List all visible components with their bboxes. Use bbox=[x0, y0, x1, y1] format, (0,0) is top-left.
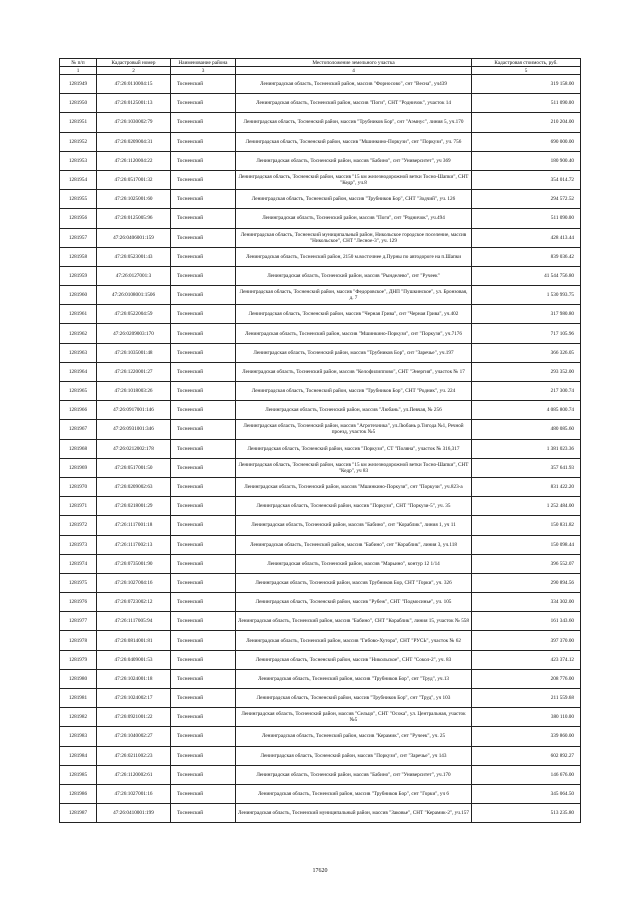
column-number: 5 bbox=[472, 67, 581, 75]
location-cell: Ленинградская область, Тосненский район, массив "15 км железнодорожной ветки Тосно-Шапки", СНТ "Кедр", уч 83 bbox=[236, 458, 472, 477]
cadastral-number-cell: 47:26:0917001:146 bbox=[97, 401, 171, 420]
cadastral-value-cell: 511 090.00 bbox=[472, 209, 581, 228]
district-cell: Тосненский bbox=[171, 75, 236, 94]
district-cell: Тосненский bbox=[171, 477, 236, 496]
cadastral-number-cell: 47:26:1120002:61 bbox=[97, 765, 171, 784]
row-number-cell: 1281987 bbox=[60, 804, 97, 823]
district-cell: Тосненский bbox=[171, 324, 236, 343]
table-row bbox=[60, 458, 581, 477]
cadastral-value-cell: 334 302.00 bbox=[472, 593, 581, 612]
district-cell: Тосненский bbox=[171, 612, 236, 631]
cadastral-value-cell: 211 559.68 bbox=[472, 689, 581, 708]
location-cell: Ленинградская область, Тосненский район, массив "Трубников Бор", снт "Аэмнус", линия 5, уч.170 bbox=[236, 113, 472, 132]
table-row bbox=[60, 401, 581, 420]
table-row bbox=[60, 132, 581, 151]
cadastral-number-cell: 47:26:1025001:60 bbox=[97, 190, 171, 209]
location-cell: Ленинградская область, Тосненский муниципальный район, массив "Заковье", СНТ "Керамик-2", уч.157 bbox=[236, 804, 472, 823]
location-cell: Ленинградская область, Тосненский район, массив "Форносово", снт "Весна", уч439 bbox=[236, 75, 472, 94]
district-cell: Тосненский bbox=[171, 190, 236, 209]
row-number-cell: 1281965 bbox=[60, 382, 97, 401]
table-row bbox=[60, 804, 581, 823]
row-number-cell: 1281970 bbox=[60, 477, 97, 496]
table-row bbox=[60, 765, 581, 784]
location-cell: Ленинградская область, Тосненский район, массив "Поги", снт "Родничок", уч.494 bbox=[236, 209, 472, 228]
cadastral-value-cell: 423 374.12 bbox=[472, 650, 581, 669]
cadastral-number-cell: 47:26:0127001:3 bbox=[97, 266, 171, 285]
table-row bbox=[60, 382, 581, 401]
header-location: Местоположение земельного участка bbox=[236, 59, 472, 67]
location-cell: Ленинградская область, Тосненский район, массив "Любань", ул.Певчая, № 256 bbox=[236, 401, 472, 420]
cadastral-number-cell: 47:26:1117002:13 bbox=[97, 535, 171, 554]
page-number: 17620 bbox=[312, 868, 328, 874]
cadastral-value-cell: 839 036.42 bbox=[472, 247, 581, 266]
cadastral-number-cell: 47:26:1018003:26 bbox=[97, 382, 171, 401]
row-number-cell: 1281962 bbox=[60, 324, 97, 343]
cadastral-value-cell: 366 326.05 bbox=[472, 343, 581, 362]
row-number-cell: 1281964 bbox=[60, 362, 97, 381]
table-row bbox=[60, 708, 581, 727]
table-row bbox=[60, 554, 581, 573]
table-row bbox=[60, 305, 581, 324]
row-number-cell: 1281980 bbox=[60, 669, 97, 688]
cadastral-number-cell: 47:26:1117001:18 bbox=[97, 516, 171, 535]
row-number-cell: 1281985 bbox=[60, 765, 97, 784]
location-cell: Ленинградская область, Тосненский район, массив "Поркузи", снт "Заречье", уч 143 bbox=[236, 746, 472, 765]
cadastral-number-cell: 47:26:0125005:96 bbox=[97, 209, 171, 228]
district-cell: Тосненский bbox=[171, 784, 236, 803]
cadastral-value-cell: 210 204.00 bbox=[472, 113, 581, 132]
cadastral-value-cell: 345 064.50 bbox=[472, 784, 581, 803]
cadastral-number-cell: 47:26:0517001:32 bbox=[97, 170, 171, 189]
table-row bbox=[60, 689, 581, 708]
cadastral-value-cell: 339 860.00 bbox=[472, 727, 581, 746]
row-number-cell: 1281959 bbox=[60, 266, 97, 285]
location-cell: Ленинградская область, Тосненский район, массив "Рынделево", снт "Ручеек" bbox=[236, 266, 472, 285]
row-number-cell: 1281977 bbox=[60, 612, 97, 631]
cadastral-value-cell: 4 085 800.74 bbox=[472, 401, 581, 420]
cadastral-value-cell: 602 892.27 bbox=[472, 746, 581, 765]
district-cell: Тосненский bbox=[171, 362, 236, 381]
cadastral-value-cell: 690 000.00 bbox=[472, 132, 581, 151]
table-body bbox=[60, 75, 581, 823]
district-cell: Тосненский bbox=[171, 113, 236, 132]
cadastral-number-cell: 47:26:0125001:13 bbox=[97, 94, 171, 113]
row-number-cell: 1281963 bbox=[60, 343, 97, 362]
row-number-cell: 1281957 bbox=[60, 228, 97, 247]
location-cell: Ленинградская область, Тосненский район, массив "Трубников Бор", снт "Горки", уч 6 bbox=[236, 784, 472, 803]
table-row bbox=[60, 727, 581, 746]
location-cell: Ленинградская область, Тосненский район, массив "Бабино", снт "Университет", уч.170 bbox=[236, 765, 472, 784]
cadastral-value-cell: 293 352.00 bbox=[472, 362, 581, 381]
table-row bbox=[60, 650, 581, 669]
district-cell: Тосненский bbox=[171, 286, 236, 305]
row-number-cell: 1281968 bbox=[60, 439, 97, 458]
row-number-cell: 1281955 bbox=[60, 190, 97, 209]
location-cell: Ленинградская область, Тосненский район, массив "Трубников Бор", СНТ "Зодчий", уч. 126 bbox=[236, 190, 472, 209]
district-cell: Тосненский bbox=[171, 727, 236, 746]
cadastral-number-cell: 47:26:1035001:48 bbox=[97, 343, 171, 362]
cadastral-number-cell: 47:26:0814001:81 bbox=[97, 631, 171, 650]
location-cell: Ленинградская область, Тосненский район, массив "Черная Грива", снт "Черная Грива", уч.402 bbox=[236, 305, 472, 324]
table-row bbox=[60, 75, 581, 94]
location-cell: Ленинградская область, Тосненский район, массив "Бабино", снт "Кораблик", линия 3, уч.118 bbox=[236, 535, 472, 554]
row-number-cell: 1281954 bbox=[60, 170, 97, 189]
cadastral-value-cell: 831 422.20 bbox=[472, 477, 581, 496]
district-cell: Тосненский bbox=[171, 650, 236, 669]
district-cell: Тосненский bbox=[171, 516, 236, 535]
district-cell: Тосненский bbox=[171, 401, 236, 420]
table-row bbox=[60, 612, 581, 631]
cadastral-number-cell: 47:26:0211002:23 bbox=[97, 746, 171, 765]
row-number-cell: 1281982 bbox=[60, 708, 97, 727]
row-number-cell: 1281978 bbox=[60, 631, 97, 650]
cadastral-number-cell: 47:26:1027004:16 bbox=[97, 573, 171, 592]
cadastral-number-cell: 47:26:0410001:199 bbox=[97, 804, 171, 823]
district-cell: Тосненский bbox=[171, 573, 236, 592]
cadastral-value-cell: 397 370.00 bbox=[472, 631, 581, 650]
cadastral-value-cell: 1 381 023.36 bbox=[472, 439, 581, 458]
cadastral-value-table bbox=[59, 58, 581, 823]
table-row bbox=[60, 669, 581, 688]
location-cell: Ленинградская область, Тосненский район, 2150 м.восточнее д.Пурны по автодороге на п.Шапки bbox=[236, 247, 472, 266]
cadastral-value-cell: 217 300.74 bbox=[472, 382, 581, 401]
row-number-cell: 1281971 bbox=[60, 497, 97, 516]
district-cell: Тосненский bbox=[171, 631, 236, 650]
location-cell: Ленинградская область, Тосненский район, массив "Трубников Бор", снт "Труд", уч 103 bbox=[236, 689, 472, 708]
location-cell: Ленинградская область, Тосненский район, массив Трубников Бор, СНТ "Горки", уч. 326 bbox=[236, 573, 472, 592]
district-cell: Тосненский bbox=[171, 382, 236, 401]
cadastral-number-cell: 47:26:1040002:27 bbox=[97, 727, 171, 746]
table-row bbox=[60, 324, 581, 343]
district-cell: Тосненский bbox=[171, 669, 236, 688]
cadastral-value-cell: 396 552.07 bbox=[472, 554, 581, 573]
cadastral-number-cell: 47:26:0406001:159 bbox=[97, 228, 171, 247]
row-number-cell: 1281986 bbox=[60, 784, 97, 803]
location-cell: Ленинградская область, Тосненский район, массив "Агротехника", ул.Любань р.Тигода №1, Речной проезд, участок №5 bbox=[236, 420, 472, 439]
table-row bbox=[60, 151, 581, 170]
header-district: Наименование района bbox=[171, 59, 236, 67]
table-row bbox=[60, 266, 581, 285]
location-cell: Ленинградская область, Тосненский район, массив "Трубников Бор", снт "Заречье", уч.197 bbox=[236, 343, 472, 362]
cadastral-value-cell: 1 530 993.75 bbox=[472, 286, 581, 305]
district-cell: Тосненский bbox=[171, 439, 236, 458]
table-column-number-row bbox=[60, 67, 581, 75]
table-row bbox=[60, 209, 581, 228]
row-number-cell: 1281976 bbox=[60, 593, 97, 612]
row-number-cell: 1281972 bbox=[60, 516, 97, 535]
district-cell: Тосненский bbox=[171, 497, 236, 516]
location-cell: Ленинградская область, Тосненский район, массив "Поркузи", СНТ "Поркузи-5", уч. 35 bbox=[236, 497, 472, 516]
cadastral-value-cell: 511 090.00 bbox=[472, 94, 581, 113]
location-cell: Ленинградская область, Тосненский район, массив "Мшинкино-Поркузи", снт "Поркузи", уч.823-а bbox=[236, 477, 472, 496]
cadastral-value-cell: 354 014.72 bbox=[472, 170, 581, 189]
table-row bbox=[60, 573, 581, 592]
location-cell: Ленинградская область, Тосненский район, массив "Бабино", снт "Кораблик", линия 1, уч 11 bbox=[236, 516, 472, 535]
district-cell: Тосненский bbox=[171, 228, 236, 247]
row-number-cell: 1281969 bbox=[60, 458, 97, 477]
location-cell: Ленинградская область, Тосненский район, массив "Бабино", снт "Университет", уч 369 bbox=[236, 151, 472, 170]
row-number-cell: 1281953 bbox=[60, 151, 97, 170]
district-cell: Тосненский bbox=[171, 708, 236, 727]
cadastral-value-cell: 290 894.56 bbox=[472, 573, 581, 592]
row-number-cell: 1281961 bbox=[60, 305, 97, 324]
table-row bbox=[60, 94, 581, 113]
row-number-cell: 1281950 bbox=[60, 94, 97, 113]
cadastral-value-cell: 317 980.80 bbox=[472, 305, 581, 324]
table-row bbox=[60, 593, 581, 612]
cadastral-number-cell: 47:26:1027001:16 bbox=[97, 784, 171, 803]
cadastral-value-cell: 150 098.44 bbox=[472, 535, 581, 554]
cadastral-value-cell: 150 831.82 bbox=[472, 516, 581, 535]
cadastral-number-cell: 47:26:0522004:59 bbox=[97, 305, 171, 324]
table-row bbox=[60, 420, 581, 439]
district-cell: Тосненский bbox=[171, 535, 236, 554]
row-number-cell: 1281975 bbox=[60, 573, 97, 592]
table-row bbox=[60, 343, 581, 362]
header-cadastral-value: Кадастровая стоимость, руб. bbox=[472, 59, 581, 67]
location-cell: Ленинградская область, Тосненский район, массив "Марьино", контур 12 1/14 bbox=[236, 554, 472, 573]
row-number-cell: 1281952 bbox=[60, 132, 97, 151]
row-number-cell: 1281979 bbox=[60, 650, 97, 669]
table-row bbox=[60, 190, 581, 209]
table-row bbox=[60, 170, 581, 189]
district-cell: Тосненский bbox=[171, 151, 236, 170]
row-number-cell: 1281960 bbox=[60, 286, 97, 305]
cadastral-value-cell: 1 252 484.00 bbox=[472, 497, 581, 516]
district-cell: Тосненский bbox=[171, 209, 236, 228]
location-cell: Ленинградская область, Тосненский район, массив "Федоровское", ДНП "Пушкинское", ул. Бронзовая, д. 7 bbox=[236, 286, 472, 305]
table-header-row bbox=[60, 59, 581, 67]
location-cell: Ленинградская область, Тосненский район, массив "Трубников Бор", СНТ "Родник", уч. 224 bbox=[236, 382, 472, 401]
table-row bbox=[60, 516, 581, 535]
district-cell: Тосненский bbox=[171, 804, 236, 823]
cadastral-number-cell: 47:26:1220001:27 bbox=[97, 362, 171, 381]
cadastral-number-cell: 47:26:0523001:43 bbox=[97, 247, 171, 266]
district-cell: Тосненский bbox=[171, 132, 236, 151]
cadastral-number-cell: 47:26:0209004:31 bbox=[97, 132, 171, 151]
column-number: 4 bbox=[236, 67, 472, 75]
location-cell: Ленинградская область, Тосненский район, массив "Никольское", СНТ "Сокол-2", уч. 83 bbox=[236, 650, 472, 669]
cadastral-number-cell: 47:26:0209002:63 bbox=[97, 477, 171, 496]
table-row bbox=[60, 247, 581, 266]
table-row bbox=[60, 286, 581, 305]
table-row bbox=[60, 535, 581, 554]
row-number-cell: 1281981 bbox=[60, 689, 97, 708]
cadastral-value-cell: 357 641.93 bbox=[472, 458, 581, 477]
table-row bbox=[60, 784, 581, 803]
header-row-number: № п/п bbox=[60, 59, 97, 67]
row-number-cell: 1281983 bbox=[60, 727, 97, 746]
cadastral-value-cell: 428 413.44 bbox=[472, 228, 581, 247]
district-cell: Тосненский bbox=[171, 343, 236, 362]
row-number-cell: 1281984 bbox=[60, 746, 97, 765]
row-number-cell: 1281949 bbox=[60, 75, 97, 94]
district-cell: Тосненский bbox=[171, 554, 236, 573]
row-number-cell: 1281966 bbox=[60, 401, 97, 420]
row-number-cell: 1281951 bbox=[60, 113, 97, 132]
location-cell: Ленинградская область, Тосненский район, массив "Поги", СНТ "Родничок", участок 14 bbox=[236, 94, 472, 113]
cadastral-number-cell: 47:26:0108001:1506 bbox=[97, 286, 171, 305]
location-cell: Ленинградская область, Тосненский район, массив "15 км железнодорожной ветки Тосно-Шапки", СНТ "Кедр", уч.8 bbox=[236, 170, 472, 189]
row-number-cell: 1281958 bbox=[60, 247, 97, 266]
column-number: 1 bbox=[60, 67, 97, 75]
location-cell: Ленинградская область, Тосненский район, массив "Мшинкино-Поркузи", снт "Поркузи", уч.7176 bbox=[236, 324, 472, 343]
district-cell: Тосненский bbox=[171, 458, 236, 477]
table-row bbox=[60, 113, 581, 132]
table-row bbox=[60, 746, 581, 765]
row-number-cell: 1281956 bbox=[60, 209, 97, 228]
cadastral-value-cell: 717 105.96 bbox=[472, 324, 581, 343]
location-cell: Ленинградская область, Тосненский район, массив "Мшинкино-Поркузи", снт "Поркузи", уч. 756 bbox=[236, 132, 472, 151]
location-cell: Ленинградская область, Тосненский район, массив "Трубников Бор", снт "Труд", уч.13 bbox=[236, 669, 472, 688]
column-number: 3 bbox=[171, 67, 236, 75]
cadastral-value-cell: 480 085.60 bbox=[472, 420, 581, 439]
cadastral-number-cell: 47:26:1120004:22 bbox=[97, 151, 171, 170]
cadastral-number-cell: 47:26:1117005:94 bbox=[97, 612, 171, 631]
cadastral-number-cell: 47:26:0110004:15 bbox=[97, 75, 171, 94]
cadastral-number-cell: 47:26:0723002:12 bbox=[97, 593, 171, 612]
row-number-cell: 1281967 bbox=[60, 420, 97, 439]
district-cell: Тосненский bbox=[171, 689, 236, 708]
cadastral-number-cell: 47:26:0409001:53 bbox=[97, 650, 171, 669]
column-number: 2 bbox=[97, 67, 171, 75]
cadastral-number-cell: 47:26:1024001:18 bbox=[97, 669, 171, 688]
location-cell: Ленинградская область, Тосненский район, массив "Рубеж", СНТ "Подмосинье", уч. 105 bbox=[236, 593, 472, 612]
cadastral-number-cell: 47:26:0735001:90 bbox=[97, 554, 171, 573]
district-cell: Тосненский bbox=[171, 593, 236, 612]
cadastral-value-cell: 161 343.60 bbox=[472, 612, 581, 631]
location-cell: Ленинградская область, Тосненский район, массив "Келофилиппово", СНТ "Энергия", участок № 17 bbox=[236, 362, 472, 381]
cadastral-value-cell: 41 544 756.80 bbox=[472, 266, 581, 285]
cadastral-number-cell: 47:26:1024002:17 bbox=[97, 689, 171, 708]
table-row bbox=[60, 631, 581, 650]
row-number-cell: 1281973 bbox=[60, 535, 97, 554]
table-row bbox=[60, 228, 581, 247]
district-cell: Тосненский bbox=[171, 247, 236, 266]
district-cell: Тосненский bbox=[171, 170, 236, 189]
cadastral-value-cell: 319 158.00 bbox=[472, 75, 581, 94]
document-page bbox=[59, 58, 580, 823]
district-cell: Тосненский bbox=[171, 266, 236, 285]
table-row bbox=[60, 439, 581, 458]
cadastral-number-cell: 47:26:0921001:22 bbox=[97, 708, 171, 727]
row-number-cell: 1281974 bbox=[60, 554, 97, 573]
cadastral-value-cell: 208 776.00 bbox=[472, 669, 581, 688]
district-cell: Тосненский bbox=[171, 305, 236, 324]
cadastral-value-cell: 180 900.40 bbox=[472, 151, 581, 170]
header-cadastral-number: Кадастровый номер bbox=[97, 59, 171, 67]
district-cell: Тосненский bbox=[171, 765, 236, 784]
cadastral-number-cell: 47:26:0209003:170 bbox=[97, 324, 171, 343]
table-row bbox=[60, 362, 581, 381]
location-cell: Ленинградская область, Тосненский район, массив "Гибово-Хутора", СНТ "РУСЬ", участок № 62 bbox=[236, 631, 472, 650]
table-row bbox=[60, 477, 581, 496]
cadastral-number-cell: 47:26:1030002:79 bbox=[97, 113, 171, 132]
location-cell: Ленинградская область, Тосненский муниципальный район, Никольское городское поселение, массив "Никольское", СНТ "Лесное-3", уч. 129 bbox=[236, 228, 472, 247]
district-cell: Тосненский bbox=[171, 94, 236, 113]
cadastral-number-cell: 47:26:0517001:50 bbox=[97, 458, 171, 477]
table-row bbox=[60, 497, 581, 516]
cadastral-number-cell: 47:26:0218001:29 bbox=[97, 497, 171, 516]
cadastral-value-cell: 294 572.52 bbox=[472, 190, 581, 209]
cadastral-value-cell: 146 676.00 bbox=[472, 765, 581, 784]
district-cell: Тосненский bbox=[171, 746, 236, 765]
location-cell: Ленинградская область, Тосненский район, массив "Керамик", снт "Ручеек", уч. 25 bbox=[236, 727, 472, 746]
cadastral-value-cell: 513 235.80 bbox=[472, 804, 581, 823]
cadastral-value-cell: 380 110.00 bbox=[472, 708, 581, 727]
location-cell: Ленинградская область, Тосненский район, массив "Бабино", СНТ "Кораблик", линия 15, участок № 558 bbox=[236, 612, 472, 631]
district-cell: Тосненский bbox=[171, 420, 236, 439]
cadastral-number-cell: 47:26:0931001:346 bbox=[97, 420, 171, 439]
cadastral-number-cell: 47:26:0212002:178 bbox=[97, 439, 171, 458]
location-cell: Ленинградская область, Тосненский район, массив "Поркузи", СТ "Поляна", участок № 316,317 bbox=[236, 439, 472, 458]
location-cell: Ленинградская область, Тосненский район, массив "Сельцо", СНТ "Осока", ул. Центральная, участок №5 bbox=[236, 708, 472, 727]
